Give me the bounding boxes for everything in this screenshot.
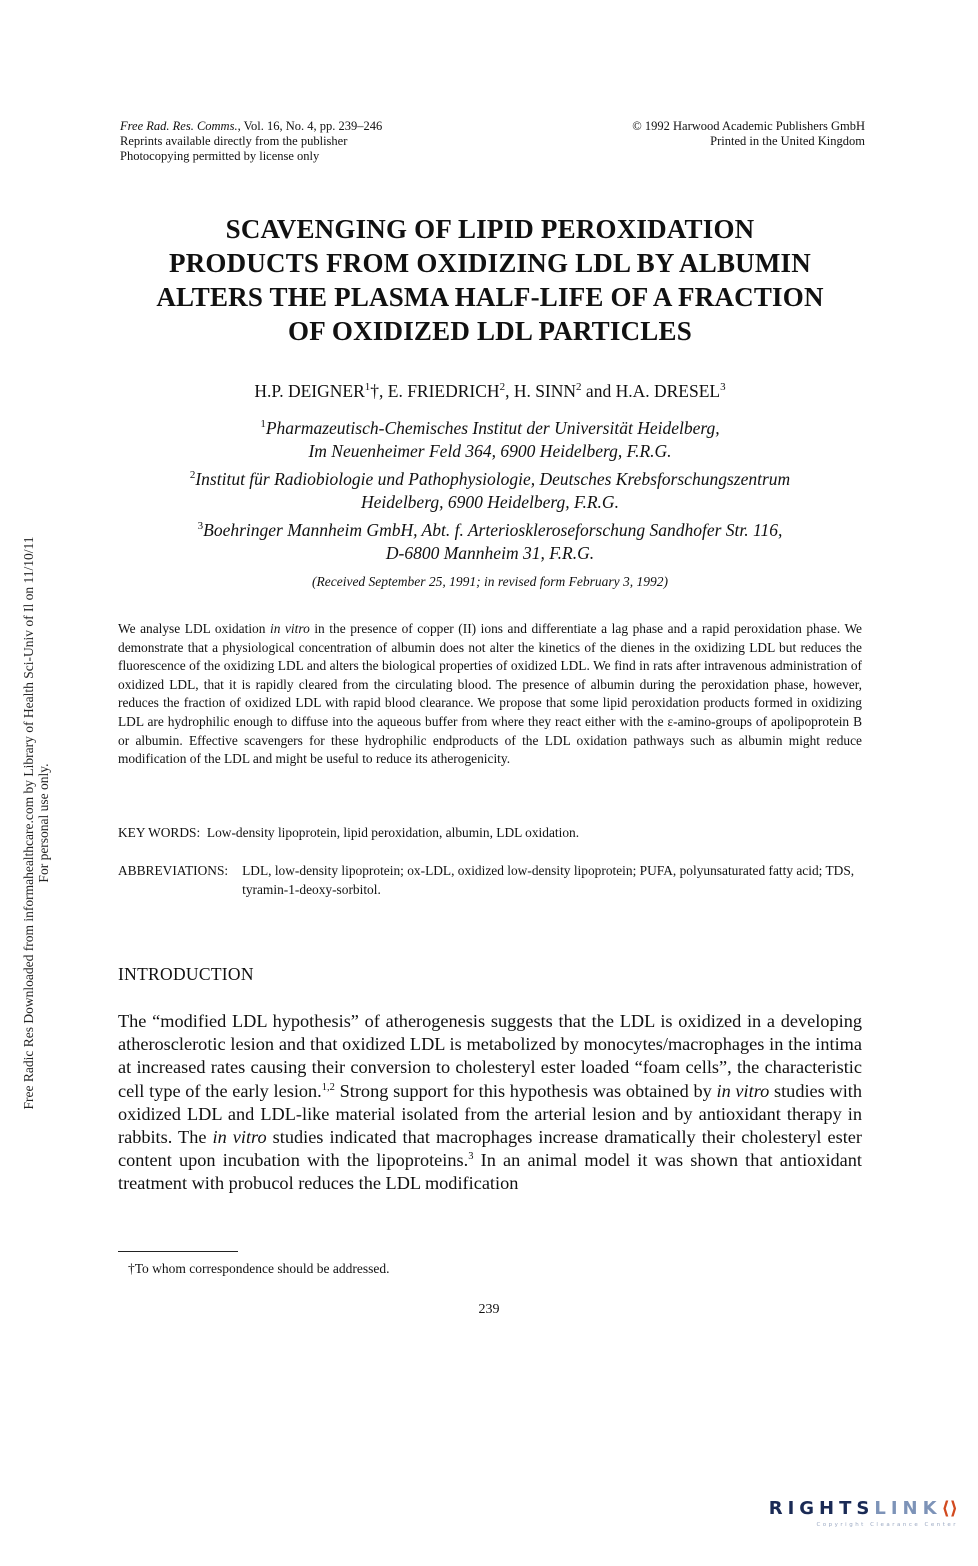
affiliation-marker: 1 <box>364 381 371 393</box>
publisher-block <box>485 119 865 149</box>
download-notice-line: For personal use only. <box>36 763 51 883</box>
affiliation-number: 2 <box>189 468 196 481</box>
journal-citation <box>120 119 540 134</box>
copyright-line: © 1992 Harwood Academic Publishers GmbH <box>632 119 865 133</box>
article-title <box>100 212 880 348</box>
affiliation-marker: 2 <box>576 381 582 393</box>
volume-pages: , Vol. 16, No. 4, pp. 239–246 <box>237 119 383 133</box>
affiliation-text: Pharmazeutisch-Chemisches Institut der Universität Heidelberg, <box>265 417 720 438</box>
body-text: In an animal model it was shown that antioxidant treatment with probucol reduces the LDL modification <box>118 1150 863 1194</box>
abbreviations-text: LDL, low-density lipoprotein; ox-LDL, oxidized low-density lipoprotein; PUFA, polyunsaturated fatty acid; TDS, tyramin-1-deoxy-sorbitol. <box>242 863 855 897</box>
affiliation-text: Boehringer Mannheim GmbH, Abt. f. Arterioskleroseforschung Sandhofer Str. 116, <box>203 519 783 540</box>
body-italic: in vitro <box>716 1080 770 1101</box>
reprints-note: Reprints available directly from the publisher <box>120 134 348 148</box>
abstract-text: in the presence of copper (II) ions and differentiate a lag phase and a rapid peroxidation phase. We demonstrate that a physiological concentration of albumin does not alter the kinetics of the dienes in the oxidizing LDL but reduces the fluorescence of the oxidizing LDL and alters the biological properties of oxidized LDL. We find in rats after intravenous administration of oxidized LDL, that it is rapidly cleared from the circulating blood. The presence of albumin during the peroxidation phase, however, reduces the fraction of oxidized LDL with rapid blood clearance. We propose that some lipid peroxidation products formed in oxidizing LDL are hydrophilic enough to diffuse into the aqueous buffer from where they react either with the ε-amino-groups of apolipoprotein B or albumin. Effective scavengers for these hydrophilic endproducts of the LDL oxidation pathways such as albumin might reduce modification of the LDL and might be useful to reduce its atherogenicity. <box>118 621 862 767</box>
title-line: PRODUCTS FROM OXIDIZING LDL BY ALBUMIN <box>169 248 811 278</box>
affiliation-line <box>100 515 880 542</box>
rightslink-logo[interactable] <box>723 1498 958 1542</box>
author-name: E. FRIEDRICH <box>387 380 500 401</box>
received-dates: (Received September 25, 1991; in revised form February 3, 1992) <box>311 574 669 589</box>
page-number: 239 <box>478 1302 500 1317</box>
footnote-rule <box>118 1251 238 1252</box>
photocopy-note: Photocopying permitted by license only <box>120 149 320 163</box>
body-text: studies with oxidized LDL and LDL-like material isolated from the arterial lesion and by antioxidant therapy in rabbits. The <box>118 1080 862 1148</box>
affiliation-number: 1 <box>260 418 266 430</box>
keywords-label: KEY WORDS: <box>118 825 201 840</box>
abstract <box>118 620 862 769</box>
printed-line: Printed in the United Kingdom <box>710 134 865 148</box>
citation-block <box>120 119 540 164</box>
affiliation-marker: 2 <box>499 381 506 393</box>
abbreviations <box>118 862 862 899</box>
author-name: H. SINN <box>513 380 577 401</box>
author-list <box>100 376 880 402</box>
abbreviations-label: ABBREVIATIONS: <box>118 863 229 878</box>
title-line: SCAVENGING OF LIPID PEROXIDATION <box>225 214 755 244</box>
section-heading: INTRODUCTION <box>118 964 254 984</box>
body-text: studies indicated that macrophages increase dramatically their cholesteryl ester content upon incubation with the lipoproteins. <box>118 1127 863 1171</box>
footnote: †To whom correspondence should be addressed. <box>128 1261 390 1276</box>
separator: , <box>505 380 514 401</box>
body-text: Strong support for this hypothesis was obtained by <box>334 1080 717 1101</box>
body-italic: in vitro <box>212 1127 267 1148</box>
author-name: H.A. DRESEL <box>615 380 721 401</box>
abstract-italic: in vitro <box>270 621 310 636</box>
title-line: OF OXIDIZED LDL PARTICLES <box>288 316 692 346</box>
correspondence-marker: †, <box>370 380 388 401</box>
body-text: The “modified LDL hypothesis” of atherogenesis suggests that the LDL is oxidized in a developing atherosclerotic lesion and that oxidized LDL is metabolized by monocytes/macrophages in the intima at increased rates causing their conversion to cholesteryl ester loaded “foam cells”, the characteristic cell type of the early lesion. <box>118 1011 862 1101</box>
journal-name: Free Rad. Res. Comms. <box>120 119 238 133</box>
affiliation-line <box>100 464 880 491</box>
intro-paragraph <box>118 1010 862 1196</box>
keywords <box>118 824 862 842</box>
logo-arrow-icon: ⟨⟩ <box>941 1498 958 1519</box>
affiliation-line <box>100 413 880 440</box>
download-notice-line: Free Radic Res Downloaded from informahealthcare.com by Library of Health Sci-Univ of Il on 11/10/11 <box>21 536 36 1110</box>
title-line: ALTERS THE PLASMA HALF-LIFE OF A FRACTION <box>156 282 824 312</box>
logo-text-light: LINK <box>874 1498 942 1519</box>
conjunction: and <box>581 380 616 401</box>
affiliation-marker: 3 <box>720 381 726 393</box>
citation-ref: 1,2 <box>321 1081 335 1093</box>
citation-ref: 3 <box>468 1151 474 1163</box>
affiliation-line: D-6800 Mannheim 31, F.R.G. <box>385 542 595 563</box>
abstract-text: We analyse LDL oxidation <box>118 621 270 636</box>
author-name: H.P. DEIGNER <box>254 380 365 401</box>
download-notice <box>21 537 51 1110</box>
logo-subtitle: Copyright Clearance Center <box>816 1522 958 1528</box>
affiliation-line: Im Neuenheimer Feld 364, 6900 Heidelberg, F.R.G. <box>308 441 672 462</box>
affiliations <box>100 413 880 565</box>
affiliation-line: Heidelberg, 6900 Heidelberg, F.R.G. <box>361 492 619 513</box>
affiliation-text: Institut für Radiobiologie und Pathophysiologie, Deutsches Krebsforschungszentrum <box>195 468 791 489</box>
affiliation-number: 3 <box>197 519 204 532</box>
download-sidebar <box>0 0 60 1566</box>
keywords-text: Low-density lipoprotein, lipid peroxidation, albumin, LDL oxidation. <box>206 825 580 840</box>
logo-wordmark <box>723 1498 958 1520</box>
logo-text-dark: RIGHTS <box>768 1498 875 1519</box>
